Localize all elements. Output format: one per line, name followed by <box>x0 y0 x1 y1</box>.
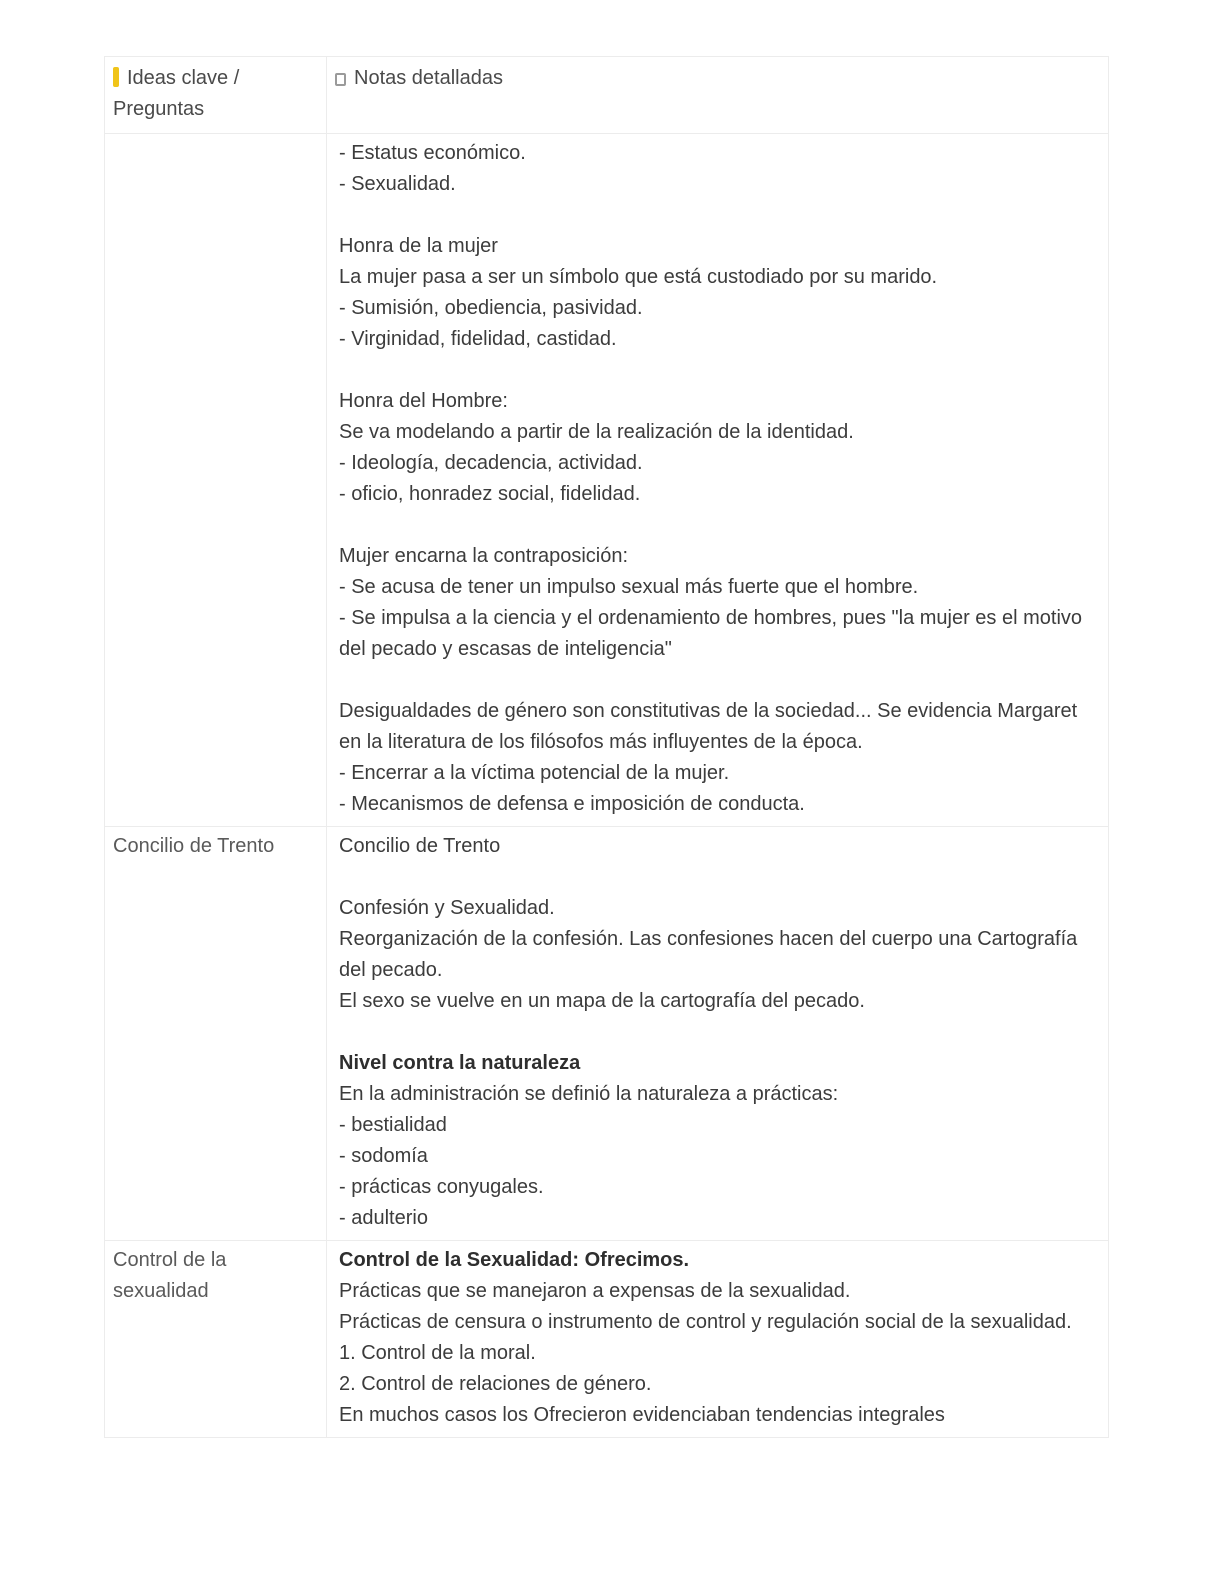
table-row <box>105 134 1109 827</box>
table-row <box>105 827 1109 1241</box>
note-line: Mujer encarna la contraposición: <box>339 545 629 567</box>
note-heading: Control de la Sexualidad: Ofrecimos. <box>339 1249 690 1271</box>
note-line: La mujer pasa a ser un símbolo que está custodiado por su marido. <box>339 266 938 288</box>
blank-line <box>339 510 1100 541</box>
header-key-ideas <box>105 57 327 134</box>
blank-line <box>339 200 1100 231</box>
detailed-notes-cell <box>327 134 1109 827</box>
note-line: Concilio de Trento <box>339 835 501 857</box>
note-line: Reorganización de la confesión. Las confesiones hacen del cuerpo una Cartografía del pecado. <box>339 928 1078 981</box>
note-line: Se va modelando a partir de la realización de la identidad. <box>339 421 854 443</box>
note-line: - Virginidad, fidelidad, castidad. <box>339 328 617 350</box>
note-line: Confesión y Sexualidad. <box>339 897 555 919</box>
header-detailed-notes-label: Notas detalladas <box>354 67 503 89</box>
note-line: - Se acusa de tener un impulso sexual más fuerte que el hombre. <box>339 576 919 598</box>
note-line: - Se impulsa a la ciencia y el ordenamiento de hombres, pues "la mujer es el motivo del pecado y escasas de inteligencia" <box>339 607 1083 660</box>
cornell-notes-table <box>104 56 1109 1438</box>
blank-line <box>339 355 1100 386</box>
note-line: - oficio, honradez social, fidelidad. <box>339 483 641 505</box>
key-idea-cell <box>105 1241 327 1438</box>
note-line: Honra de la mujer <box>339 235 498 257</box>
header-key-ideas-label: Ideas clave / Preguntas <box>113 67 240 120</box>
header-detailed-notes <box>327 57 1109 134</box>
note-line: - bestialidad <box>339 1114 447 1136</box>
note-line: Prácticas que se manejaron a expensas de la sexualidad. <box>339 1280 851 1302</box>
blank-line <box>339 1017 1100 1048</box>
table-header-row <box>105 57 1109 134</box>
blank-line <box>339 665 1100 696</box>
note-line: 1. Control de la moral. <box>339 1342 536 1364</box>
note-line: - Encerrar a la víctima potencial de la mujer. <box>339 762 730 784</box>
note-line: Prácticas de censura o instrumento de control y regulación social de la sexualidad. <box>339 1311 1072 1333</box>
key-idea-cell <box>105 134 327 827</box>
note-line: 2. Control de relaciones de género. <box>339 1373 652 1395</box>
detailed-notes-cell <box>327 1241 1109 1438</box>
note-line: - Ideología, decadencia, actividad. <box>339 452 643 474</box>
note-line: - adulterio <box>339 1207 428 1229</box>
notes-sheet <box>104 56 1108 1438</box>
key-idea-text: Control de la sexualidad <box>113 1249 227 1302</box>
note-line: - Sexualidad. <box>339 173 456 195</box>
key-idea-text: Concilio de Trento <box>113 835 275 857</box>
key-idea-cell <box>105 827 327 1241</box>
note-heading: Nivel contra la naturaleza <box>339 1052 581 1074</box>
note-line: - prácticas conyugales. <box>339 1176 544 1198</box>
note-line: - sodomía <box>339 1145 428 1167</box>
note-line: En la administración se definió la naturaleza a prácticas: <box>339 1083 839 1105</box>
note-line: Honra del Hombre: <box>339 390 508 412</box>
notepad-icon <box>335 73 346 86</box>
note-line: - Estatus económico. <box>339 142 526 164</box>
note-line: - Mecanismos de defensa e imposición de conducta. <box>339 793 805 815</box>
table-row <box>105 1241 1109 1438</box>
note-line: En muchos casos los Ofrecieron evidenciaban tendencias integrales <box>339 1404 945 1426</box>
note-line: Desigualdades de género son constitutivas de la sociedad... Se evidencia Margaret en la literatura de los filósofos más influyentes de la época. <box>339 700 1078 753</box>
highlighter-icon <box>113 67 119 87</box>
note-line: - Sumisión, obediencia, pasividad. <box>339 297 643 319</box>
detailed-notes-cell <box>327 827 1109 1241</box>
note-line: El sexo se vuelve en un mapa de la cartografía del pecado. <box>339 990 865 1012</box>
blank-line <box>339 862 1100 893</box>
